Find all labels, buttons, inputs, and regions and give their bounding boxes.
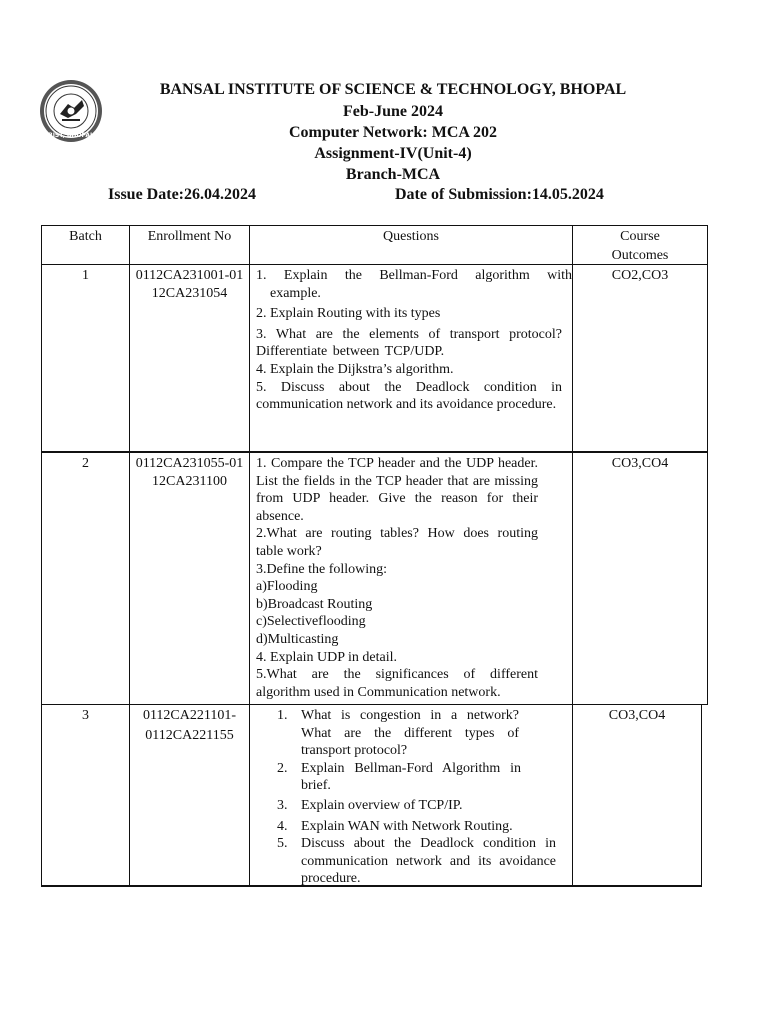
row3-batch: 3 <box>82 708 89 723</box>
assignment-title: Assignment-IV(Unit-4) <box>314 145 472 162</box>
row3-question-2 <box>277 760 521 795</box>
row3-outcomes: CO3,CO4 <box>608 708 666 723</box>
row1-divider <box>41 451 708 453</box>
row3-question-list <box>277 707 556 888</box>
col-header-enrollment: Enrollment No <box>147 229 232 244</box>
subject-title: Computer Network: MCA 202 <box>288 124 498 141</box>
row2-divider <box>41 704 708 705</box>
col-header-questions: Questions <box>383 229 439 244</box>
row3-enrollment <box>130 707 249 744</box>
row2-question-3b: b)Broadcast Routing <box>256 596 373 612</box>
row3-questions <box>277 707 556 888</box>
col-header-outcomes-line2: Outcomes <box>611 247 669 263</box>
logo-text: BIST, BHOPAL <box>48 132 94 139</box>
table-border-right-lower <box>701 704 702 887</box>
row2-enrollment-line1: 0112CA231055-01 <box>135 456 244 471</box>
row3-question-3-num: 3. <box>277 797 288 813</box>
branch: Branch-MCA <box>345 166 441 183</box>
table-border-top <box>41 225 708 226</box>
issue-date: Issue Date:26.04.2024 <box>108 186 256 203</box>
row2-question-3: 3.Define the following: <box>256 561 388 577</box>
row3-question-1-num: 1. <box>277 708 288 723</box>
table-border-right <box>707 225 708 705</box>
submission-date: Date of Submission:14.05.2024 <box>395 186 604 203</box>
row3-question-1 <box>277 707 519 760</box>
col-header-outcomes <box>573 228 707 264</box>
row1-enrollment-line1: 0112CA231001-01 <box>135 268 244 283</box>
row3-question-4-text: Explain WAN with Network Routing. <box>301 818 513 834</box>
row2-enrollment <box>130 455 249 490</box>
row3-question-5-text: Discuss about the Deadlock condition in communication network and its avoidance procedure. <box>301 836 556 887</box>
row1-question-3: 3. What are the elements of transport protocol? Differentiate between TCP/UDP. <box>256 326 562 360</box>
row1-question-1-cont: example. <box>270 285 321 301</box>
row2-question-2: 2.What are routing tables? How does routing table work? <box>256 526 538 559</box>
row1-question-1: 1. Explain the Bellman-Ford algorithm with <box>256 268 572 283</box>
row3-question-4 <box>277 818 556 836</box>
row3-enrollment-line2: 0112CA221155 <box>145 727 234 743</box>
row3-question-4-num: 4. <box>277 818 288 834</box>
row2-question-3a: a)Flooding <box>256 579 318 595</box>
row1-outcomes: CO2,CO3 <box>611 268 669 283</box>
row1-question-5: 5. Discuss about the Deadlock condition in communication network and its avoidance procedure. <box>256 379 562 413</box>
row2-questions <box>256 455 538 701</box>
row1-question-4: 4. Explain the Dijkstra’s algorithm. <box>256 361 454 377</box>
col-divider-2 <box>249 225 250 887</box>
row3-question-5-num: 5. <box>277 836 288 852</box>
session: Feb-June 2024 <box>343 103 443 120</box>
institute-name: BANSAL INSTITUTE OF SCIENCE & TECHNOLOGY, BHOPAL <box>159 81 627 98</box>
row2-question-3c: c)Selectiveflooding <box>256 614 366 630</box>
row2-question-4: 4. Explain UDP in detail. <box>256 649 398 665</box>
row1-enrollment-line2: 12CA231054 <box>151 285 228 301</box>
row3-question-3-text: Explain overview of TCP/IP. <box>301 797 463 813</box>
col-divider-3 <box>572 225 573 887</box>
row2-question-5: 5.What are the significances of different algorithm used in Communication network. <box>256 667 538 700</box>
row2-enrollment-line2: 12CA231100 <box>152 473 227 489</box>
table-border-left <box>41 225 42 887</box>
row1-batch: 1 <box>82 268 89 283</box>
col-divider-1 <box>129 225 130 887</box>
row2-outcomes: CO3,CO4 <box>611 456 669 471</box>
row3-question-3 <box>277 797 556 815</box>
row1-question-2: 2. Explain Routing with its types <box>256 306 441 322</box>
row1-enrollment <box>130 267 249 302</box>
row2-question-3d: d)Multicasting <box>256 631 339 647</box>
row3-question-5 <box>277 835 556 888</box>
row3-question-1-text: What is congestion in a network? What are the different types of transport protocol? <box>301 708 519 759</box>
col-header-outcomes-line1: Course <box>620 229 660 244</box>
row3-question-2-num: 2. <box>277 760 288 776</box>
row2-batch: 2 <box>82 456 89 471</box>
col-header-batch: Batch <box>69 229 102 244</box>
row3-enrollment-line1: 0112CA221101- <box>142 708 237 723</box>
row2-question-1: 1. Compare the TCP header and the UDP header. List the fields in the TCP header that are missing from UDP header. Give the reason for their absence. <box>256 456 538 524</box>
row3-question-2-text: Explain Bellman-Ford Algorithm in brief. <box>301 760 521 794</box>
row1-questions <box>256 267 572 414</box>
